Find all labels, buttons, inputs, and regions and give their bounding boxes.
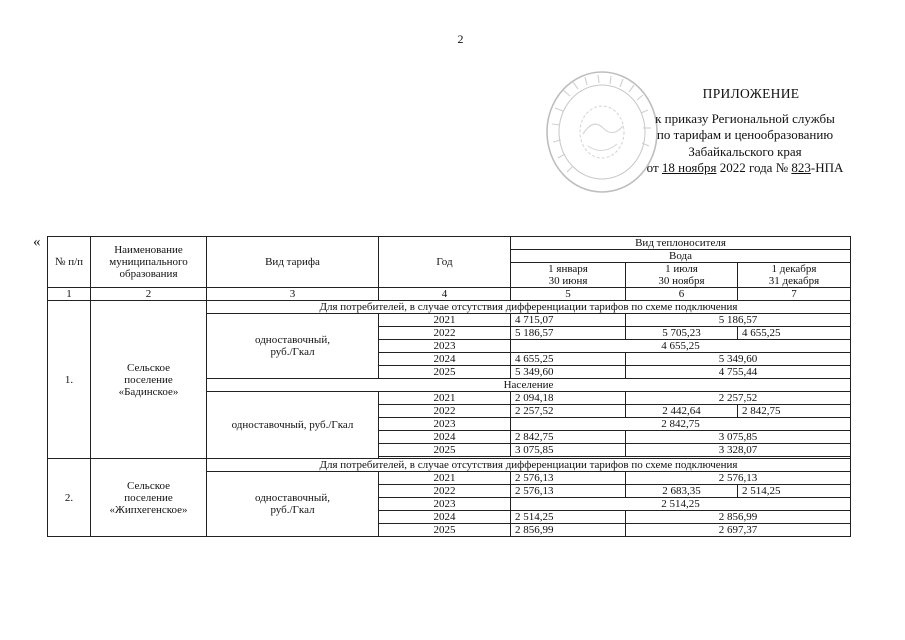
header-heat-carrier: Вид теплоносителя xyxy=(511,237,851,250)
table-cell: 5 xyxy=(511,288,626,301)
page-number: 2 xyxy=(457,32,464,46)
table-cell: 3 xyxy=(207,288,379,301)
cell-text: Сельское xyxy=(126,361,171,374)
table-cell: 2 514,25 xyxy=(738,485,851,498)
table-cell: 2 257,52 xyxy=(511,405,626,418)
order-date: 18 ноября xyxy=(661,160,717,175)
table-cell-year: 2022 xyxy=(379,405,511,418)
table-cell-year: 2025 xyxy=(379,524,511,537)
table-cell-year: 2024 xyxy=(379,431,511,444)
table-cell: 2 257,52 xyxy=(626,392,851,405)
cell-text: 1 января xyxy=(548,263,588,275)
header-year xyxy=(379,237,511,288)
header-period-2 xyxy=(626,263,738,288)
cell-text: 31 декабря xyxy=(768,275,820,287)
header-period-3 xyxy=(738,263,851,288)
table-cell: 2 xyxy=(91,288,207,301)
appendix-line-2: по тарифам и ценообразованию xyxy=(656,127,834,142)
appendix-title: ПРИЛОЖЕНИЕ xyxy=(702,86,800,101)
order-mid: 2022 года № xyxy=(716,160,792,175)
block2-tariff-type xyxy=(207,472,379,537)
header-period-1 xyxy=(511,263,626,288)
table-cell-year: 2021 xyxy=(379,392,511,405)
cell-text: 1 декабря xyxy=(771,263,817,275)
tariff-table xyxy=(47,236,851,537)
block2-num: 2. xyxy=(48,459,91,537)
cell-text: № п/п xyxy=(54,256,84,268)
table-cell: 2 683,35 xyxy=(626,485,738,498)
order-suffix: -НПА xyxy=(810,160,844,175)
table-cell: 4 655,25 xyxy=(511,340,851,353)
cell-text: руб./Гкал xyxy=(270,346,315,358)
block1-tariff-type xyxy=(207,314,379,379)
header-num xyxy=(48,237,91,288)
table-cell: 5 349,60 xyxy=(511,366,626,379)
appendix-line-1: к приказу Региональной службы xyxy=(655,110,835,126)
table-cell: 2 856,99 xyxy=(511,524,626,537)
cell-text: «Бадинское» xyxy=(118,385,179,398)
cell-text: поселение xyxy=(124,491,173,504)
cell-text: Сельское xyxy=(126,479,171,492)
header-tariff-type xyxy=(207,237,379,288)
table-cell: 2 842,75 xyxy=(738,405,851,418)
table-cell: 3 075,85 xyxy=(626,431,851,444)
appendix-block xyxy=(600,86,890,177)
table-cell-year: 2025 xyxy=(379,366,511,379)
order-reference xyxy=(600,160,890,177)
table-cell: 2 856,99 xyxy=(626,511,851,524)
block1-population-label: Население xyxy=(207,379,851,392)
cell-text: Год xyxy=(436,256,453,268)
table-cell: 4 xyxy=(379,288,511,301)
opening-quote-mark: « xyxy=(33,234,41,250)
table-cell: 2 697,37 xyxy=(626,524,851,537)
cell-text: 30 ноября xyxy=(658,275,705,287)
table-cell: 4 755,44 xyxy=(626,366,851,379)
header-municipality xyxy=(91,237,207,288)
cell-text: руб./Гкал xyxy=(270,504,315,516)
table-cell: 2 442,64 xyxy=(626,405,738,418)
block1-num: 1. xyxy=(48,301,91,459)
table-cell: 2 094,18 xyxy=(511,392,626,405)
table-cell: 2 514,25 xyxy=(511,511,626,524)
table-cell: 2 842,75 xyxy=(511,418,851,431)
block1-pop-tariff-type: одноставочный, руб./Гкал xyxy=(207,392,379,459)
table-cell: 4 655,25 xyxy=(511,353,626,366)
table-cell-year: 2022 xyxy=(379,485,511,498)
table-cell: 5 186,57 xyxy=(511,327,626,340)
order-prefix: от xyxy=(646,160,662,175)
cell-text: 30 июня xyxy=(548,275,588,287)
cell-text: 1 июля xyxy=(665,263,698,275)
cell-text: одноставочный, xyxy=(255,334,330,346)
table-cell: 2 514,25 xyxy=(511,498,851,511)
cell-text: одноставочный, xyxy=(255,492,330,504)
table-cell: 2 842,75 xyxy=(511,431,626,444)
order-number: 823 xyxy=(791,160,811,175)
table-cell-year: 2023 xyxy=(379,498,511,511)
table-cell: 1 xyxy=(48,288,91,301)
appendix-line-3: Забайкальского края xyxy=(688,143,802,159)
cell-text: «Жипхегенское» xyxy=(109,503,188,516)
cell-text: Вид тарифа xyxy=(265,256,320,268)
header-water: Вода xyxy=(511,250,851,263)
block2-no-diff-label: Для потребителей, в случае отсутствия дифференциации тарифов по схеме подключения xyxy=(207,459,851,472)
cell-text: Наименование муниципального образования xyxy=(109,244,188,280)
table-cell: 3 075,85 xyxy=(511,444,626,457)
table-cell: 4 655,25 xyxy=(738,327,851,340)
table-cell-year: 2022 xyxy=(379,327,511,340)
table-cell-year: 2023 xyxy=(379,340,511,353)
block1-municipality xyxy=(91,301,207,459)
table-cell: 2 576,13 xyxy=(626,472,851,485)
table-cell: 2 576,13 xyxy=(511,472,626,485)
table-cell: 5 349,60 xyxy=(626,353,851,366)
table-cell: 7 xyxy=(738,288,851,301)
table-cell: 3 328,07 xyxy=(626,444,851,457)
table-cell-year: 2024 xyxy=(379,353,511,366)
table-cell: 4 715,07 xyxy=(511,314,626,327)
table-cell-year: 2024 xyxy=(379,511,511,524)
block2-municipality xyxy=(91,459,207,537)
table-cell-year: 2021 xyxy=(379,472,511,485)
table-cell-year: 2023 xyxy=(379,418,511,431)
column-number-row xyxy=(48,288,851,301)
table-cell: 2 576,13 xyxy=(511,485,626,498)
table-cell: 6 xyxy=(626,288,738,301)
table-cell: 5 186,57 xyxy=(626,314,851,327)
cell-text: поселение xyxy=(124,373,173,386)
table-cell: 5 705,23 xyxy=(626,327,738,340)
table-cell-year: 2021 xyxy=(379,314,511,327)
table-cell-year: 2025 xyxy=(379,444,511,457)
block1-no-diff-label: Для потребителей, в случае отсутствия дифференциации тарифов по схеме подключения xyxy=(207,301,851,314)
